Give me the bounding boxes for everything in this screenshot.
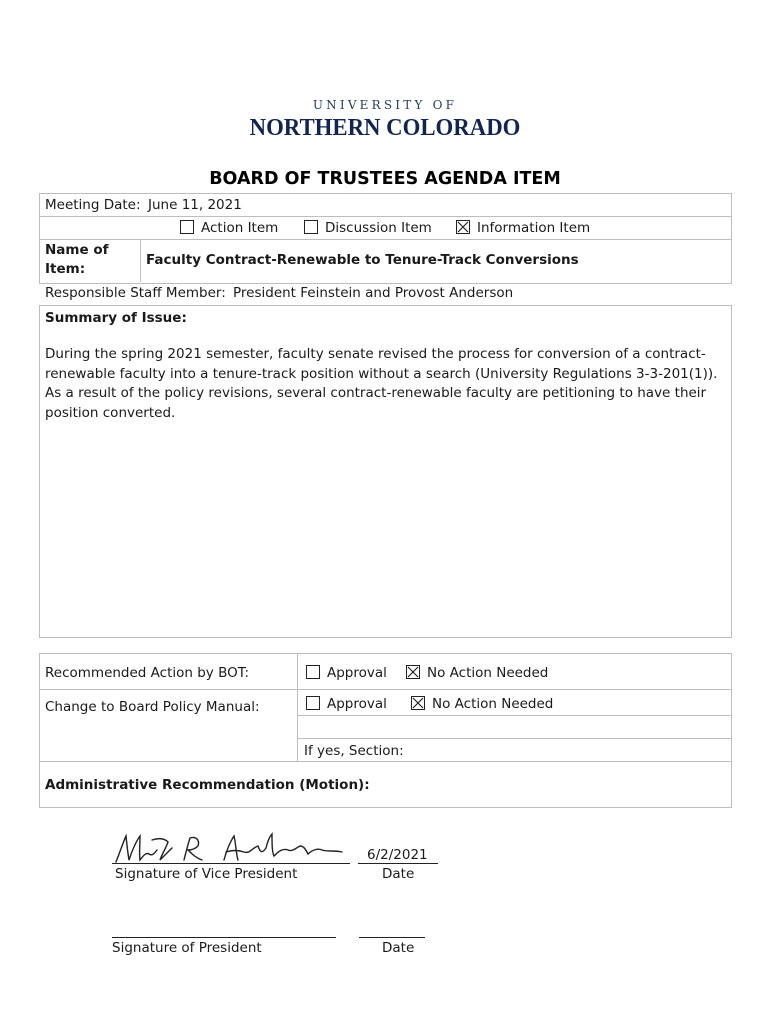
discussion-item-label: Discussion Item [325,220,432,236]
recommendation-divider [297,653,298,761]
recommendation-divider [39,689,731,690]
summary-text [45,345,735,423]
policy-approval-checkbox[interactable] [306,696,320,710]
recommendation-divider [297,715,731,716]
recommended-action-label: Recommended Action by BOT: [45,665,250,681]
recommendation-divider [39,761,731,762]
policy-no-action-checkbox[interactable] [411,696,425,710]
document-title: BOARD OF TRUSTEES AGENDA ITEM [209,169,561,189]
president-date-label: Date [382,940,415,956]
summary-line: As a result of the policy revisions, several contract-renewable faculty are petitioning to have their [45,385,707,401]
checked-x-icon [407,666,419,678]
responsible-staff-value: President Feinstein and Provost Anderson [233,285,514,301]
responsible-staff-label: Responsible Staff Member: [45,285,226,301]
logo-university-of: UNIVERSITY OF [312,98,458,112]
president-signature-line [112,937,336,938]
action-item-label: Action Item [201,220,279,236]
vp-date-value: 6/2/2021 [367,847,428,863]
recommended-no-action-checkbox[interactable] [406,665,420,679]
meeting-date-value: June 11, 2021 [148,197,242,213]
policy-approval-label: Approval [327,696,387,712]
summary-heading: Summary of Issue: [45,310,187,326]
header-table-divider [39,239,731,240]
logo-northern-colorado: NORTHERN COLORADO [249,114,521,141]
header-table-divider [140,239,141,282]
policy-section-label: If yes, Section: [304,743,404,759]
name-of-item-value: Faculty Contract-Renewable to Tenure-Track Conversions [146,252,579,268]
discussion-item-checkbox[interactable] [304,220,318,234]
information-item-checkbox[interactable] [456,220,470,234]
recommended-approval-label: Approval [327,665,387,681]
president-signature-label: Signature of President [112,940,262,956]
action-item-checkbox[interactable] [180,220,194,234]
recommendation-divider [297,738,731,739]
vp-signature-line [112,863,350,864]
summary-line: During the spring 2021 semester, faculty senate revised the process for conversion of a contract- [45,346,706,362]
recommended-no-action-label: No Action Needed [427,665,549,681]
vp-date-line [358,863,438,864]
vice-president-signature [112,830,354,866]
vp-date-label: Date [382,866,415,882]
summary-line: position converted. [45,404,176,421]
president-date-line [359,937,425,938]
recommended-approval-checkbox[interactable] [306,665,320,679]
vp-signature-label: Signature of Vice President [115,866,298,882]
name-of-item-label: Name of [45,242,109,258]
checked-x-icon [457,221,469,233]
policy-no-action-label: No Action Needed [432,696,554,712]
policy-manual-label: Change to Board Policy Manual: [45,699,260,715]
name-of-item-label: Item: [45,261,86,277]
admin-recommendation-heading: Administrative Recommendation (Motion): [45,777,370,793]
information-item-label: Information Item [477,220,591,236]
checked-x-icon [412,697,424,709]
meeting-date-label: Meeting Date: [45,197,141,213]
header-table-divider [39,216,731,217]
summary-line: renewable faculty into a tenure-track position without a search (University Regulations 3-3-201(1)). [45,365,718,382]
